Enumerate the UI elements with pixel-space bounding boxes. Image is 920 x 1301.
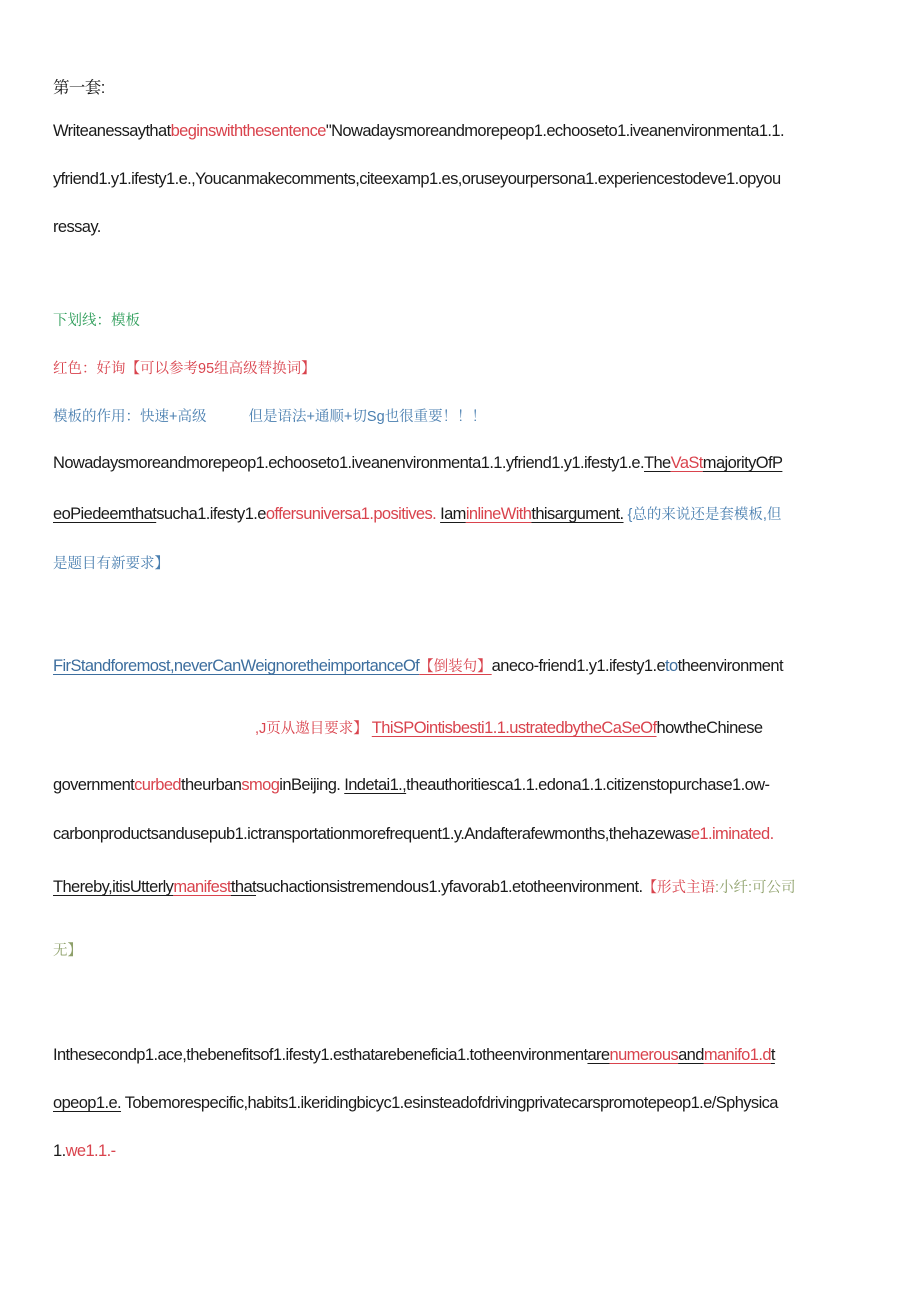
set-heading: 第一套:: [53, 79, 105, 97]
paragraph-3-line-3: 1.we1.1.-: [53, 1142, 116, 1160]
prompt-line-2: yfriend1.y1.ifesty1.e.,Youcanmakecomments,citeexamp1.es,oruseyourpersona1.experiencestodeve1.opyou: [53, 170, 781, 188]
paragraph-3-line-1: Inthesecondp1.ace,thebenefitsof1.ifesty1.esthatarebeneficia1.totheenvironmentarenumerousandmanifo1.dt: [53, 1046, 775, 1064]
prompt-line-1: Writeanessaythatbeginswiththesentence"Nowadaysmoreandmorepeop1.echooseto1.iveanenvironmenta1.1.: [53, 122, 784, 140]
paragraph-3-line-2: opeop1.e. Tobemorespecific,habits1.ikeridingbicyc1.esinsteadofdrivingprivatecarspromotepeop1.e/Sphysica: [53, 1094, 778, 1112]
paragraph-1-line-2: eoPiedeemthatsucha1.ifesty1.eoffersuniversa1.positives. IaminlineWiththisargument. {总的来说还是套模板,但: [53, 505, 782, 523]
paragraph-2-line-6: 无】: [53, 943, 82, 959]
paragraph-2-line-1: FirStandforemost,neverCanWeignoretheimportanceOf【倒装句】aneco-friend1.y1.ifesty1.etotheenvironment: [53, 657, 783, 675]
legend-underline: 下划线：模板: [53, 313, 140, 329]
paragraph-2-line-4: carbonproductsandusepub1.ictransportationmorefrequent1.y.Andafterafewmonths,thehazewase1.iminated.: [53, 825, 774, 843]
paragraph-2-line-2: ,J页从遨目要求】 ThiSPOintisbesti1.1.ustratedbytheCaSeOfhowtheChinese: [255, 719, 763, 737]
prompt-line-3: ressay.: [53, 218, 101, 236]
paragraph-2-line-3: governmentcurbedtheurbansmoginBeijing. Indetai1.,theauthoritiesca1.1.edona1.1.citizenstopurchase1.ow-: [53, 776, 770, 794]
paragraph-1-line-3: 是题目有新要求】: [53, 556, 169, 572]
paragraph-1-line-1: Nowadaysmoreandmorepeop1.echooseto1.iveanenvironmenta1.1.yfriend1.y1.ifesty1.e.TheVaStmajorityOfP: [53, 454, 783, 472]
paragraph-2-line-5: Thereby,itisUtterlymanifestthatsuchactionsistremendous1.yfavorab1.etotheenvironment.【形式主语:小纤:可公司: [53, 878, 796, 896]
legend-red: 红色：好询【可以参考95组高级替换词】: [53, 361, 316, 377]
legend-purpose: 模板的作用：快速+高级 但是语法+通顺+切Sg也很重要！！！: [53, 409, 487, 425]
